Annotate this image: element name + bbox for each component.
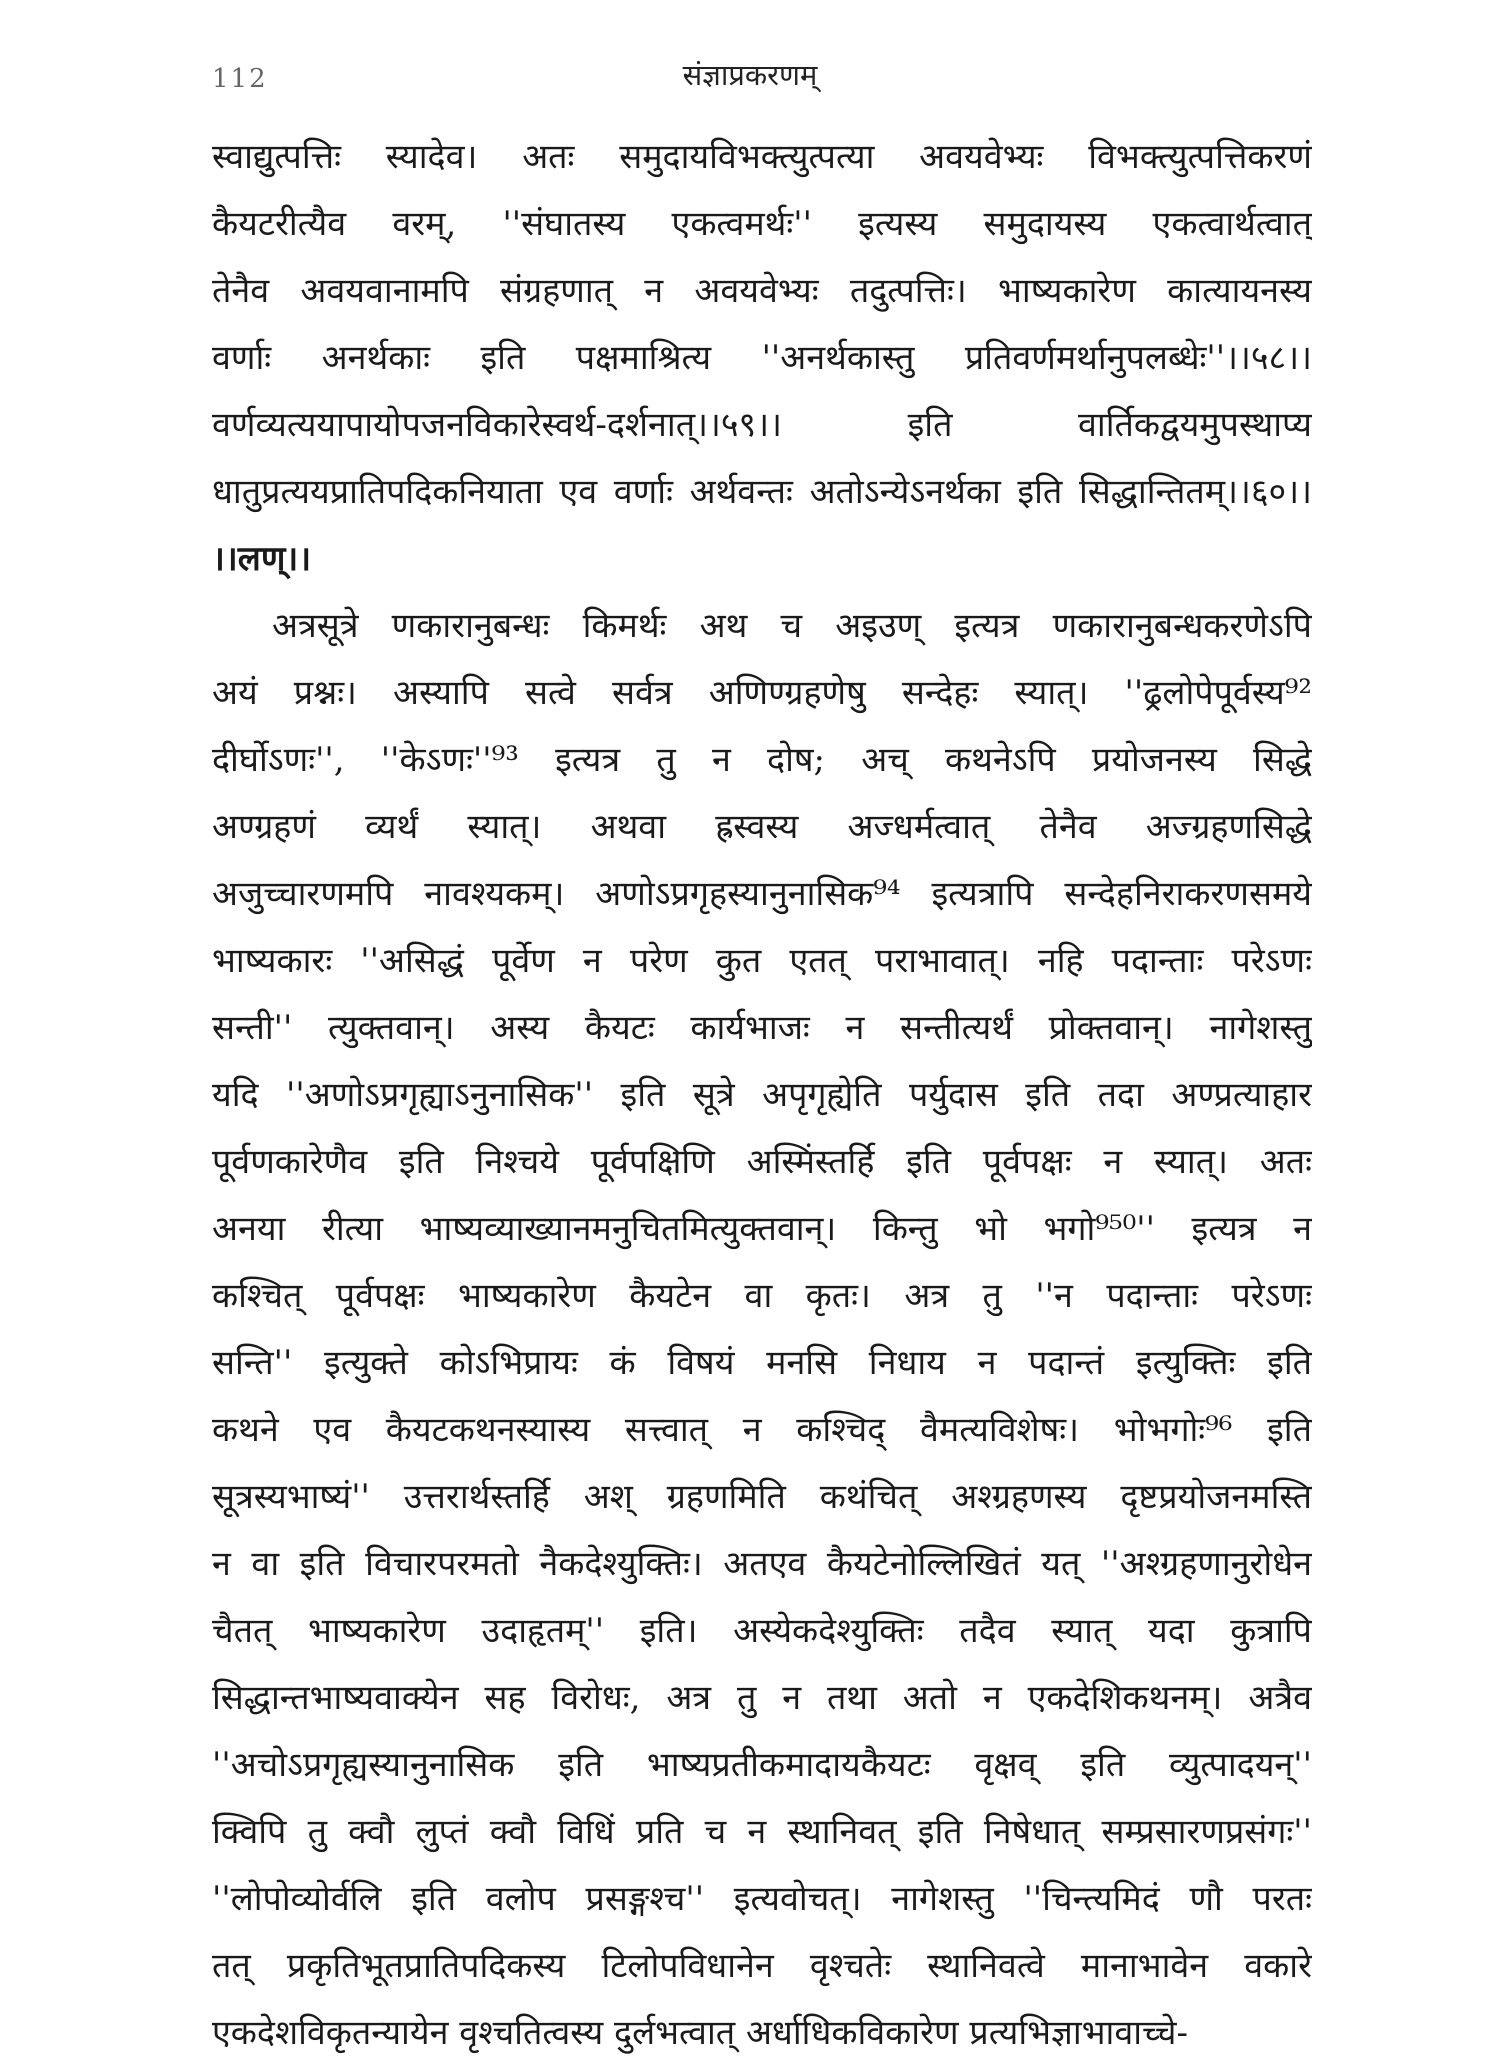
text-line: चैतत् भाष्यकारेण उदाहृतम्'' इति। अस्येकदेश्युक्तिः तदैव स्यात् यदा कुत्रापि: [212, 1611, 1312, 1651]
text-line: भाष्यकारः ''असिद्धं पूर्वेण न परेण कुत एतत् पराभावात्। नहि पदान्ताः परेऽणः: [212, 941, 1312, 981]
text-line: कथने एव कैयटकथनस्यास्य सत्त्वात् न कश्चिद् वैमत्यविशेषः। भोभगोः⁹⁶ इति: [212, 1410, 1312, 1450]
running-head: संज्ञाप्रकरणम्: [682, 58, 818, 92]
text-line: अजुच्चारणमपि नावश्यकम्। अणोऽप्रगृहस्यानुनासिक⁹⁴ इत्यत्रापि सन्देहनिराकरणसमये: [212, 874, 1312, 914]
text-line: अत्रसूत्रे णकारानुबन्धः किमर्थः अथ च अइउण् इत्यत्र णकारानुबन्धकरणेऽपि: [272, 606, 1312, 646]
text-line: एकदेशविकृतन्यायेन वृश्चतित्वस्य दुर्लभत्वात् अर्धाधिकविकारेण प्रत्यभिज्ञाभावाच्चे-: [212, 2013, 1188, 2053]
text-line: सूत्रस्यभाष्यं'' उत्तरार्थस्तर्हि अश् ग्रहणमिति कथंचित् अश्ग्रहणस्य दृष्टप्रयोजनमस्ति: [212, 1477, 1312, 1517]
text-line: तेनैव अवयवानामपि संग्रहणात् न अवयवेभ्यः तदुत्पत्तिः। भाष्यकारेण कात्यायनस्य: [212, 271, 1312, 311]
text-line: सन्ति'' इत्युक्ते कोऽभिप्रायः कं विषयं मनसि निधाय न पदान्तं इत्युक्तिः इति: [212, 1343, 1312, 1383]
text-line: तत् प्रकृतिभूतप्रातिपदिकस्य टिलोपविधानेन वृश्चतेः स्थानिवत्वे मानाभावेन वकारे: [212, 1946, 1312, 1986]
text-line: अण्ग्रहणं व्यर्थं स्यात्। अथवा ह्रस्वस्य अज्धर्मत्वात् तेनैव अज्ग्रहणसिद्धे: [212, 807, 1312, 847]
text-line: न वा इति विचारपरमतो नैकदेश्युक्तिः। अतएव कैयटेनोल्लिखितं यत् ''अश्ग्रहणानुरोधेन: [212, 1544, 1312, 1584]
text-line: वर्णव्यत्ययापायोपजनविकारेस्वर्थ-दर्शनात्।।५९।। इति वार्तिकद्वयमुपस्थाप्य: [212, 405, 1312, 445]
text-line: ''अचोऽप्रगृह्यस्यानुनासिक इति भाष्यप्रतीकमादायकैयटः वृक्षव् इति व्युत्पादयन्'': [212, 1745, 1312, 1785]
text-line: कैयटरीत्यैव वरम्, ''संघातस्य एकत्वमर्थः'' इत्यस्य समुदायस्य एकत्वार्थत्वात्: [212, 204, 1312, 244]
text-line: अयं प्रश्नः। अस्यापि सत्वे सर्वत्र अणिण्ग्रहणेषु सन्देहः स्यात्। ''ढ्रलोपेपूर्वस्य⁹²: [212, 673, 1312, 713]
text-line: क्विपि तु क्वौ लुप्तं क्वौ विधिं प्रति च न स्थानिवत् इति निषेधात् सम्प्रसारणप्रसंगः'': [212, 1812, 1312, 1852]
text-line: धातुप्रत्ययप्रातिपदिकनियाता एव वर्णाः अर्थवन्तः अतोऽन्येऽनर्थका इति सिद्धान्तितम्।।६०।।: [212, 472, 1312, 512]
text-line: ''लोपोव्योर्वलि इति वलोप प्रसङ्गश्च'' इत्यवोचत्। नागेशस्तु ''चिन्त्यमिदं णौ परतः: [212, 1879, 1312, 1919]
text-line: अनया रीत्या भाष्यव्याख्यानमनुचितमित्युक्तवान्। किन्तु भो भगो⁹⁵⁰'' इत्यत्र न: [212, 1209, 1312, 1249]
text-line: कश्चित् पूर्वपक्षः भाष्यकारेण कैयटेन वा कृतः। अत्र तु ''न पदान्ताः परेऽणः: [212, 1276, 1312, 1316]
text-line: स्वाद्युत्पत्तिः स्यादेव। अतः समुदायविभक्त्युत्पत्या अवयवेभ्यः विभक्त्युत्पत्तिकरणं: [212, 137, 1312, 177]
text-line: सिद्धान्तभाष्यवाक्येन सह विरोधः, अत्र तु न तथा अतो न एकदेशिकथनम्। अत्रैव: [212, 1678, 1312, 1718]
text-line: यदि ''अणोऽप्रगृह्याऽनुनासिक'' इति सूत्रे अपृगृह्येति पर्युदास इति तदा अण्प्रत्याहार: [212, 1075, 1312, 1115]
text-line: सन्ती'' त्युक्तवान्। अस्य कैयटः कार्यभाजः न सन्तीत्यर्थं प्रोक्तवान्। नागेशस्तु: [212, 1008, 1312, 1048]
page-number: 112: [212, 64, 268, 94]
section-heading: ।।लण्।।: [212, 539, 312, 579]
body-text: [212, 124, 1312, 2067]
text-line: वर्णाः अनर्थकाः इति पक्षमाश्रित्य ''अनर्थकास्तु प्रतिवर्णमर्थानुपलब्धेः''।।५८।।: [212, 338, 1312, 378]
text-line: दीर्घोऽणः'', ''केऽणः''⁹³ इत्यत्र तु न दोष; अच् कथनेऽपि प्रयोजनस्य सिद्धे: [212, 740, 1312, 780]
text-line: पूर्वणकारेणैव इति निश्चये पूर्वपक्षिणि अस्मिंस्तर्हि इति पूर्वपक्षः न स्यात्। अतः: [212, 1142, 1312, 1182]
